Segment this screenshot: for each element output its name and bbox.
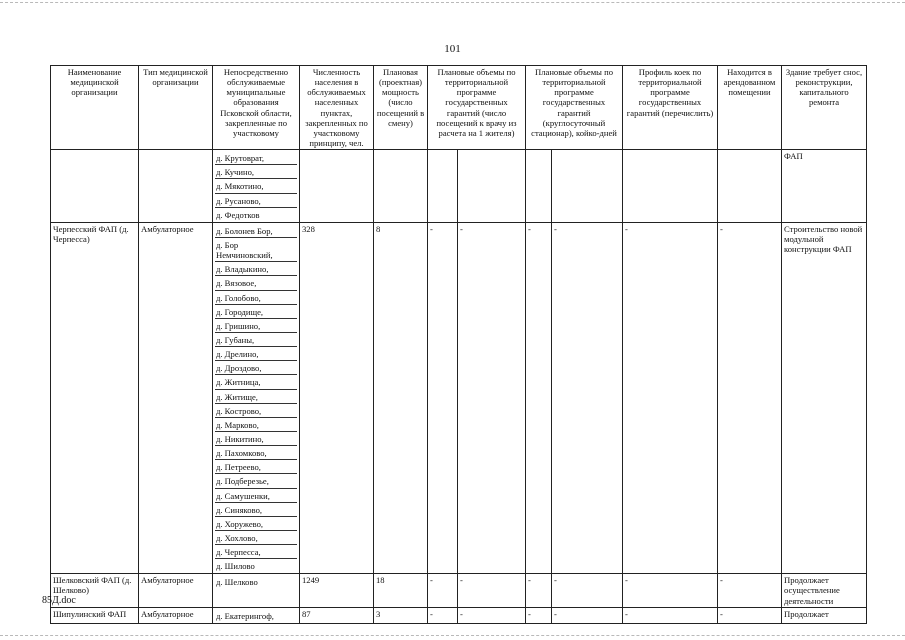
beds-value-secondary: - bbox=[552, 222, 623, 574]
org-type: Амбулаторное bbox=[139, 574, 213, 607]
building-status: ФАП bbox=[782, 150, 867, 223]
beds-value: - bbox=[526, 574, 552, 607]
header-name: Наименование медицинской организации bbox=[51, 66, 139, 150]
population-value: 87 bbox=[300, 607, 374, 623]
list-item: д. Петреево, bbox=[215, 460, 297, 474]
population-value: 1249 bbox=[300, 574, 374, 607]
org-type: Амбулаторное bbox=[139, 222, 213, 574]
list-item: д. Пахомково, bbox=[215, 446, 297, 460]
list-item: д. Дрелино, bbox=[215, 347, 297, 361]
population-value: 328 bbox=[300, 222, 374, 574]
list-item: д. Болонев Бор, bbox=[215, 224, 297, 238]
list-item: д. Самушенки, bbox=[215, 489, 297, 503]
visits-value-secondary: - bbox=[458, 607, 526, 623]
building-status: Продолжает осуществление деятельности bbox=[782, 574, 867, 607]
list-item: д. Житница, bbox=[215, 375, 297, 389]
page-number: 101 bbox=[444, 43, 461, 55]
capacity-value: 8 bbox=[374, 222, 428, 574]
list-item: д. Екатерингоф, bbox=[216, 610, 274, 621]
list-item: д. Городище, bbox=[215, 305, 297, 319]
bed-profile-value: - bbox=[623, 574, 718, 607]
list-item: д. Кучино, bbox=[215, 165, 297, 179]
list-item: д. Русаново, bbox=[215, 194, 297, 208]
header-building: Здание требует снос, реконструкции, капитального ремонта bbox=[782, 66, 867, 150]
capacity-value: 18 bbox=[374, 574, 428, 607]
bed-profile-value: - bbox=[623, 607, 718, 623]
scan-bottom-edge bbox=[0, 635, 905, 636]
list-item: д. Владыкино, bbox=[215, 262, 297, 276]
list-item: д. Гришино, bbox=[215, 319, 297, 333]
list-item: д. Никитино, bbox=[215, 432, 297, 446]
list-item: д. Губаны, bbox=[215, 333, 297, 347]
table-row bbox=[51, 607, 867, 623]
header-row bbox=[51, 66, 867, 150]
visits-value-secondary: - bbox=[458, 574, 526, 607]
bed-profile-value: - bbox=[623, 222, 718, 574]
table-row bbox=[51, 150, 867, 223]
list-item: д. Подберезье, bbox=[215, 474, 297, 488]
file-name: 85Д.doc bbox=[42, 595, 76, 606]
org-name: Шипулинский ФАП bbox=[51, 607, 139, 623]
list-item: д. Синяково, bbox=[215, 503, 297, 517]
places-list bbox=[213, 150, 300, 223]
header-municipalities: Непосредственно обслуживаемые муниципальные образования Псковской области, закрепленные по участковому bbox=[213, 66, 300, 150]
header-visits: Плановые объемы по территориальной программе государственных гарантий (число посещений к врачу из расчета на 1 жителя) bbox=[428, 66, 526, 150]
list-item: д. Житище, bbox=[215, 390, 297, 404]
facilities-table bbox=[50, 65, 867, 624]
header-type: Тип медицинской организации bbox=[139, 66, 213, 150]
list-item: д. Вязовое, bbox=[215, 276, 297, 290]
org-type: Амбулаторное bbox=[139, 607, 213, 623]
table-row bbox=[51, 222, 867, 574]
list-item: д. Дроздово, bbox=[215, 361, 297, 375]
header-capacity: Плановая (проектная) мощность (число посещений в смену) bbox=[374, 66, 428, 150]
list-item: д. Черпесса, bbox=[215, 545, 297, 559]
list-item: д. Мякотино, bbox=[215, 179, 297, 193]
list-item: д. Федотков bbox=[216, 209, 260, 220]
beds-value: - bbox=[526, 222, 552, 574]
org-name: Шелковский ФАП (д. Шелково) bbox=[51, 574, 139, 607]
header-population: Численность населения в обслуживаемых населенных пунктах, закрепленных по участковому принципу, чел. bbox=[300, 66, 374, 150]
visits-value: - bbox=[428, 607, 458, 623]
list-item: д. Крутоврат, bbox=[215, 151, 297, 165]
list-item: д. Бор Немчиновский, bbox=[215, 238, 297, 262]
places-list bbox=[213, 574, 300, 607]
list-item: д. Хоружево, bbox=[215, 517, 297, 531]
visits-value: - bbox=[428, 574, 458, 607]
building-status: Строительство новой модульной конструкции ФАП bbox=[782, 222, 867, 574]
list-item: д. Кострово, bbox=[215, 404, 297, 418]
org-name: Черпесский ФАП (д. Черпесса) bbox=[51, 222, 139, 574]
places-list bbox=[213, 607, 300, 623]
beds-value: - bbox=[526, 607, 552, 623]
visits-value-secondary: - bbox=[458, 222, 526, 574]
header-bed-profile: Профиль коек по территориальной программе государственных гарантий (перечислить) bbox=[623, 66, 718, 150]
capacity-value: 3 bbox=[374, 607, 428, 623]
places-list bbox=[213, 222, 300, 574]
beds-value-secondary: - bbox=[552, 607, 623, 623]
rented-value: - bbox=[718, 574, 782, 607]
scan-top-edge bbox=[0, 2, 905, 3]
list-item: д. Шилово bbox=[216, 561, 255, 572]
visits-value: - bbox=[428, 222, 458, 574]
list-item: д. Хохлово, bbox=[215, 531, 297, 545]
table-row bbox=[51, 574, 867, 607]
list-item: д. Голобово, bbox=[215, 291, 297, 305]
beds-value-secondary: - bbox=[552, 574, 623, 607]
list-item: д. Марково, bbox=[215, 418, 297, 432]
header-beds: Плановые объемы по территориальной программе государственных гарантий (круглосуточный стационар), койко-дней bbox=[526, 66, 623, 150]
header-rented: Находится в арендованном помещении bbox=[718, 66, 782, 150]
building-status: Продолжает bbox=[782, 607, 867, 623]
list-item: д. Шелково bbox=[216, 577, 258, 588]
rented-value: - bbox=[718, 607, 782, 623]
rented-value: - bbox=[718, 222, 782, 574]
